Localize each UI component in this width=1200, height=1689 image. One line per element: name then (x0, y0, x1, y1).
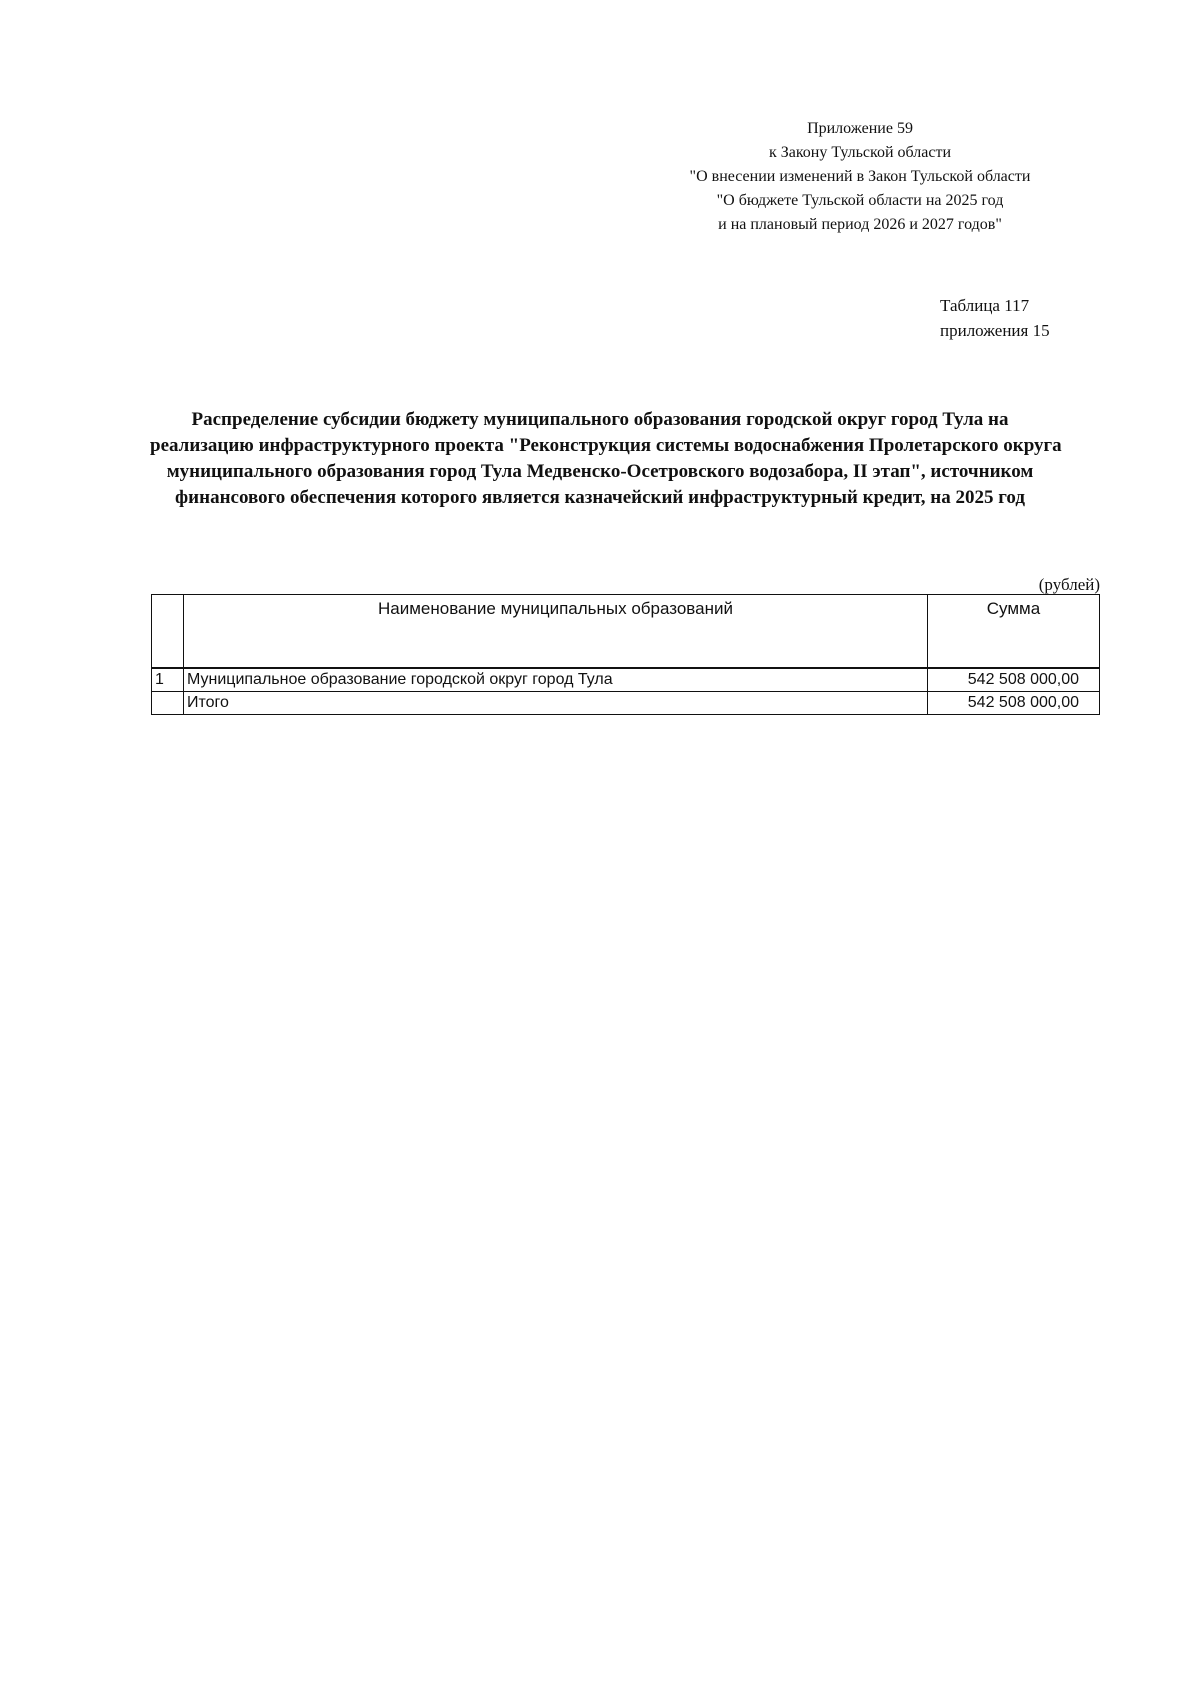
appendix-header-line: "О внесении изменений в Закон Тульской области (689, 168, 1031, 185)
appendix-header-line: и на плановый период 2026 и 2027 годов" (718, 216, 1002, 233)
table-row (152, 668, 1100, 692)
column-header-sum: Сумма (928, 595, 1100, 669)
document-title-line: финансового обеспечения которого является казначейский инфраструктурный кредит, на 2025 год (175, 487, 1025, 508)
subsidy-table (151, 594, 1100, 715)
document-title-line: муниципального образования город Тула Медвенско-Осетровского водозабора, II этап", источником (166, 461, 1034, 482)
municipality-name: Муниципальное образование городской округ город Тула (184, 668, 928, 692)
table-reference (940, 293, 1050, 343)
column-header-name: Наименование муниципальных образований (184, 595, 928, 669)
subsidy-amount: 542 508 000,00 (928, 668, 1100, 692)
table-header-row (152, 595, 1100, 669)
document-title-line: Распределение субсидии бюджету муниципального образования городской округ город Тула на (191, 409, 1009, 430)
table-total-row (152, 692, 1100, 715)
total-amount: 542 508 000,00 (928, 692, 1100, 715)
column-header-number (152, 595, 184, 669)
total-row-number (152, 692, 184, 715)
table-appendix-number: приложения 15 (940, 321, 1050, 340)
row-number: 1 (152, 668, 184, 692)
appendix-header (640, 117, 1080, 237)
subsidy-table-container (151, 594, 1099, 715)
appendix-header-line: Приложение 59 (807, 120, 913, 137)
appendix-header-line: к Закону Тульской области (768, 144, 952, 161)
total-label: Итого (184, 692, 928, 715)
table-number: Таблица 117 (940, 296, 1030, 315)
units-label: (рублей) (1038, 575, 1100, 594)
document-title-line: реализацию инфраструктурного проекта "Реконструкция системы водоснабжения Пролетарского округа (150, 435, 1062, 456)
appendix-header-line: "О бюджете Тульской области на 2025 год (716, 192, 1004, 209)
document-title (150, 407, 1062, 511)
